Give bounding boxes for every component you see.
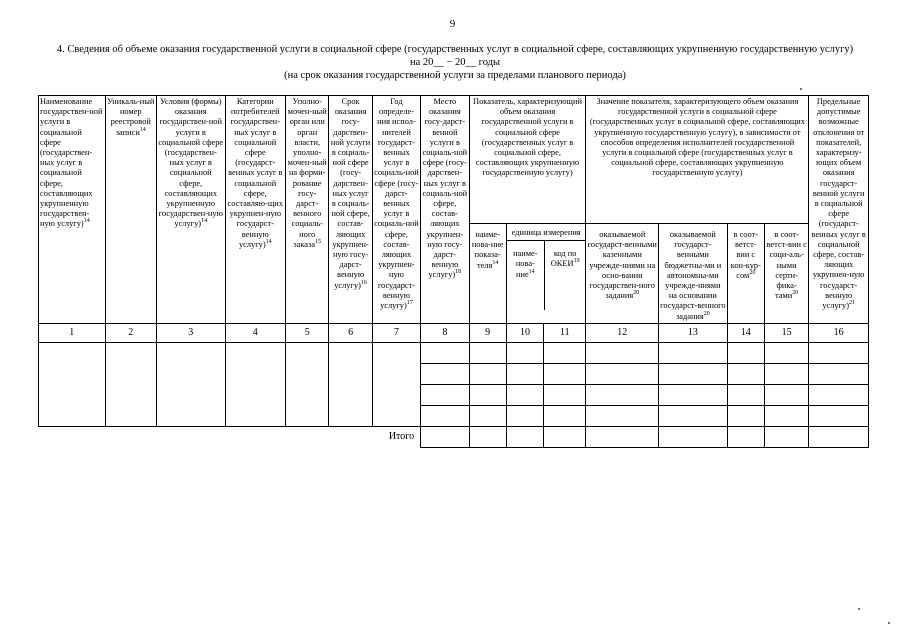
header-indicator-group: Показатель, характеризующий объем оказания государственной услуги в социальной сфере (государственных услуг в социальной сфере, составляющих укрупненную государственную услугу) — [469, 96, 586, 224]
data-cell — [809, 363, 869, 384]
volume-table — [38, 95, 869, 448]
data-cell — [764, 342, 808, 363]
column-number: 4 — [225, 323, 286, 342]
total-cell — [421, 426, 469, 447]
column-number: 8 — [421, 323, 469, 342]
column-numbers-row — [39, 323, 869, 342]
data-cell — [39, 342, 106, 426]
total-cell — [659, 426, 728, 447]
data-cell — [809, 405, 869, 426]
column-number: 7 — [372, 323, 420, 342]
header-unit-label: единица измерения — [507, 224, 586, 241]
header-row-1 — [39, 96, 869, 224]
data-cell — [727, 342, 764, 363]
data-cell — [421, 342, 469, 363]
data-cell — [809, 384, 869, 405]
data-cell — [544, 384, 586, 405]
header-conditions: Условия (формы) оказания государствен-ной услуги в социальной сфере (государствен-ных услуг в социальной сфере, составляющих укрупненную государствен-ную услугу)$^{14}$ — [156, 96, 225, 324]
header-state-task-budget: оказываемой государст-венными бюджетны-ми и автономны-ми учрежде-ниями на основании государст-венного задания$^{20}$ — [659, 224, 728, 324]
data-cell — [544, 405, 586, 426]
total-cell — [809, 426, 869, 447]
heading-line-1: 4. Сведения об объеме оказания государственной услуги в социальной сфере (государственных услуг в социальной сфере, составляющих укрупненную государственную услугу) — [56, 44, 854, 55]
column-number: 5 — [286, 323, 329, 342]
total-cell — [544, 426, 586, 447]
total-row — [39, 426, 869, 447]
heading-line-2: на 20__ − 20__ годы — [409, 57, 501, 68]
data-cell — [727, 405, 764, 426]
header-consumer-categories: Категории потребителей государствен-ных услуг в социальной сфере (государст-венных услуг в социальной сфере, составляю-щих укрупнен-ную государст-венную услугу)$^{14}$ — [225, 96, 286, 324]
data-cell — [506, 405, 543, 426]
data-cell — [469, 384, 506, 405]
data-cell — [659, 384, 728, 405]
column-number: 14 — [727, 323, 764, 342]
section-heading — [30, 43, 880, 82]
data-cell — [727, 384, 764, 405]
header-deviations: Предельные допустимые возможные отклонения от показателей, характеризу-ющих объем оказания государст-венной услуги в социальной сфере (государст-венных услуг в социальной сфере, состав-ляющих укрупнен-ную государст-венную услугу)$^{21}$ — [809, 96, 869, 324]
page-number: 9 — [449, 18, 456, 30]
data-cell — [586, 342, 659, 363]
header-indicator-name: наиме-нова-ние показа-теля$^{14}$ — [469, 224, 506, 324]
header-value-group: Значение показателя, характеризующего объем оказания государственной услуги в социальной сфере (государственных услуг в социальной сфере, составляющих укрупненную государственную услугу), в зависимости от способов определения исполнителей государственной услуги в социальной сфере (государственных услуг в социальной сфере, составляющих укрупненную государственную услугу) — [586, 96, 809, 224]
header-service-term: Срок оказания госу-дарствен-ной услуги в социаль-ной сфере (госу-дарствен-ных услуг в социаль-ной сфере, состав-ляющих укрупнен-ную госу-дарст-венную услугу)$^{16}$ — [329, 96, 372, 324]
column-number: 2 — [105, 323, 156, 342]
data-cell — [659, 342, 728, 363]
column-number: 6 — [329, 323, 372, 342]
scan-speck — [888, 622, 890, 624]
header-contest: в соот-ветст-вии с кон-кур-сом$^{20}$ — [727, 224, 764, 324]
data-cell — [506, 342, 543, 363]
data-cell — [421, 384, 469, 405]
data-cell — [586, 384, 659, 405]
column-number: 9 — [469, 323, 506, 342]
column-number: 12 — [586, 323, 659, 342]
data-cell — [469, 363, 506, 384]
data-cell — [659, 363, 728, 384]
data-cell — [421, 405, 469, 426]
data-cell — [764, 363, 808, 384]
column-number: 15 — [764, 323, 808, 342]
total-cell — [506, 426, 543, 447]
column-number: 3 — [156, 323, 225, 342]
data-cell — [156, 342, 225, 426]
data-cell — [225, 342, 286, 426]
data-cell — [544, 342, 586, 363]
total-label: Итого — [388, 430, 415, 442]
total-cell — [727, 426, 764, 447]
data-cell — [421, 363, 469, 384]
data-cell — [506, 384, 543, 405]
data-cell — [586, 405, 659, 426]
data-cell — [469, 405, 506, 426]
header-executor-year: Год определе-ния испол-нителей государст-венных услуг в социаль-ной сфере (госу-дарст-венных услуг в социаль-ной сфере, состав-ляющих укрупнен-ную государст-венную услугу)$^{17}$ — [372, 96, 420, 324]
data-cell — [329, 342, 372, 426]
data-cell — [809, 342, 869, 363]
column-number: 13 — [659, 323, 728, 342]
header-okei-code: код по ОКЕИ$^{19}$ — [550, 249, 580, 269]
header-authorized-body: Уполно-мочен-ный орган или орган власти, уполно-мочен-ный на форми-рование госу-дарст-венного социаль-ного заказа$^{15}$ — [286, 96, 329, 324]
data-cell — [286, 342, 329, 426]
data-cell — [105, 342, 156, 426]
data-cell — [586, 363, 659, 384]
header-service-name: Наименование государствен-ной услуги в социальной сфере (государствен-ных услуг в социальной сфере, составляющих укрупненную государствен-ную услугу)$^{14}$ — [39, 96, 106, 324]
scan-speck — [800, 88, 802, 90]
header-social-certificates: в соот-ветст-вии с соци-аль-ными серти-фика-тами$^{20}$ — [764, 224, 808, 324]
data-cell — [764, 405, 808, 426]
data-cell — [372, 342, 420, 426]
header-unit-name: наиме-нова-ние$^{14}$ — [507, 241, 545, 310]
header-state-task-treasury: оказываемой государст-венными казенными учрежде-ниями на осно-вании государствен-ного задания$^{20}$ — [586, 224, 659, 324]
total-cell — [764, 426, 808, 447]
header-service-place: Место оказания госу-дарст-венной услуги в социаль-ной сфере (госу-дарствен-ных услуг в социаль-ной сфере, состав-ляющих укрупнен-ную госу-дарст-венную услугу)$^{18}$ — [421, 96, 469, 324]
data-cell — [764, 384, 808, 405]
header-unit-group — [506, 224, 586, 324]
data-cell — [544, 363, 586, 384]
column-number: 10 — [506, 323, 543, 342]
total-cell — [586, 426, 659, 447]
data-cell — [469, 342, 506, 363]
data-row — [39, 342, 869, 363]
scan-speck — [858, 608, 860, 610]
data-cell — [506, 363, 543, 384]
heading-line-3: (на срок оказания государственной услуги за пределами планового периода) — [284, 70, 626, 81]
data-cell — [659, 405, 728, 426]
column-number: 1 — [39, 323, 106, 342]
data-cell — [727, 363, 764, 384]
column-number: 16 — [809, 323, 869, 342]
column-number: 11 — [544, 323, 586, 342]
total-cell — [469, 426, 506, 447]
header-registry-number: Уникаль-ный номер реестровой записи$^{14}$ — [105, 96, 156, 324]
